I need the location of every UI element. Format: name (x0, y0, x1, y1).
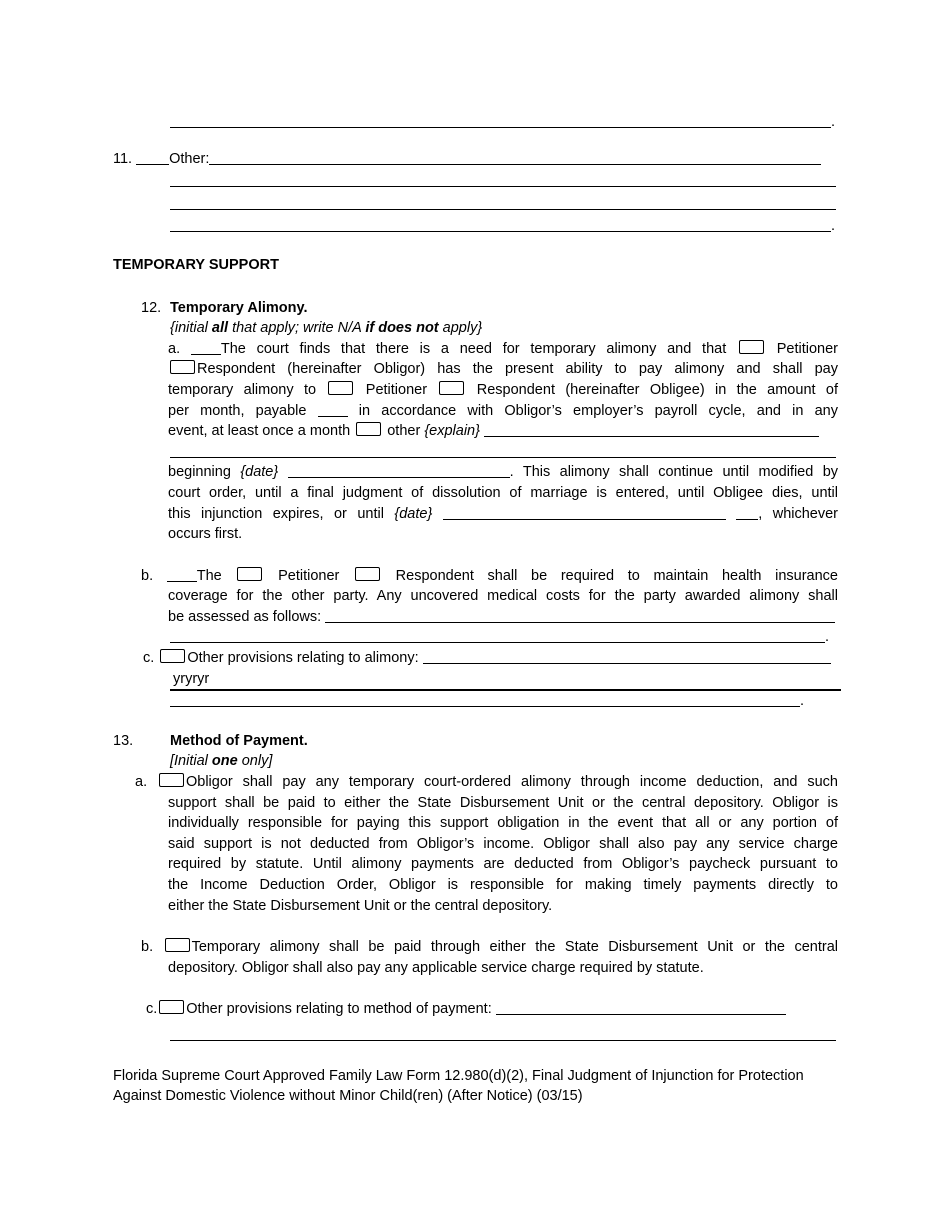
item-12c-text: Other provisions relating to alimony: (187, 650, 423, 667)
method-provisions-continuation-blank[interactable] (170, 1025, 836, 1041)
item-13c-row (146, 999, 838, 1020)
top-continuation-blank[interactable] (170, 112, 831, 128)
explain-label: {explain} (424, 423, 484, 440)
item-12a-text: Respondent (hereinafter Obligee) in the amount of (466, 381, 838, 398)
text-line (168, 483, 838, 504)
explain-blank[interactable] (484, 421, 819, 437)
item-12a-text: court order, until a final judgment of dissolution of marriage is entered, until Obligee dies, until (168, 484, 838, 501)
assessed-costs-blank[interactable] (325, 607, 835, 623)
item-12b-label: b. (141, 567, 167, 584)
text-line (168, 339, 838, 360)
item-13a-text: individually responsible for paying this support obligation in the event that all or any portion of (168, 815, 838, 832)
item-12a-text: this injunction expires, or until (168, 505, 395, 522)
text-line (168, 421, 838, 442)
item-12a-text: other (383, 423, 425, 440)
item-12a-text: per month, payable (168, 402, 318, 419)
item-12a-text: occurs first. (168, 526, 243, 543)
spacer (278, 464, 287, 480)
period: . (800, 693, 805, 710)
text-line (170, 627, 838, 648)
text-line (170, 194, 838, 215)
item-13c-label: c. (146, 1001, 158, 1018)
text-line (143, 648, 838, 669)
period: . (831, 114, 836, 130)
text-line (168, 834, 838, 855)
item-12a-text: The court finds that there is a need for temporary alimony and that (220, 340, 737, 357)
item-13-instruction-emphasis: one (211, 753, 238, 770)
text-line (168, 524, 838, 545)
respondent-checkbox[interactable] (355, 567, 380, 581)
method-other-provisions-blank[interactable] (496, 999, 786, 1015)
footer-line-1: Florida Supreme Court Approved Family Law Form 12.980(d)(2), Final Judgment of Injunction for Protection (113, 1067, 804, 1084)
text-line (141, 937, 838, 958)
item-12a-label: a. (168, 340, 191, 357)
text-line (170, 1025, 838, 1046)
text-line (168, 586, 838, 607)
item-12-title: Temporary Alimony. (170, 299, 308, 316)
alimony-other-provisions-entry[interactable]: yryryr (170, 669, 841, 692)
item-12b-text: The (196, 567, 236, 584)
text-line (168, 958, 838, 979)
item-12-instruction-emphasis: if does not (365, 320, 439, 337)
text-line (168, 401, 838, 422)
item-13a-paragraph (135, 772, 838, 916)
text-line (170, 442, 838, 463)
item-11-continuation-blank[interactable] (170, 171, 836, 187)
text-line (170, 691, 838, 712)
period: . (825, 629, 830, 646)
item-12c-label: c. (143, 650, 159, 667)
text-line (146, 999, 838, 1020)
text-line (168, 462, 838, 483)
date-label: {date} (240, 464, 279, 481)
date-label: {date} (394, 505, 433, 522)
text-line (168, 896, 838, 917)
alimony-provisions-end-line (170, 691, 838, 712)
item-12a-text: in accordance with Obligor’s employer’s payroll cycle, and in any (347, 402, 838, 419)
alimony-provisions-continuation-blank[interactable] (170, 691, 800, 707)
item-12-title-row (141, 298, 838, 319)
temporary-support-heading: TEMPORARY SUPPORT (113, 256, 279, 273)
text-line (141, 566, 838, 587)
beginning-date-blank[interactable] (288, 462, 510, 478)
item-13b-text: Temporary alimony shall be paid through either the State Disbursement Unit or the central (191, 939, 839, 956)
item-11-other-blank[interactable] (209, 149, 821, 165)
respondent-checkbox[interactable] (170, 360, 195, 374)
respondent-checkbox[interactable] (439, 381, 464, 395)
item-12b-text: Respondent shall be required to maintain health insurance (382, 567, 838, 584)
item-12a-beginning-paragraph (168, 462, 838, 544)
item-12a-text: Respondent (hereinafter Obligor) has the present ability to pay alimony and shall pay (197, 361, 838, 378)
item-13b-paragraph (141, 937, 839, 978)
short-blank[interactable] (736, 504, 758, 520)
text-line (168, 793, 838, 814)
text-line (135, 772, 838, 793)
item-11-initials-blank[interactable] (136, 149, 169, 165)
text-line (113, 149, 838, 170)
item-13-instruction: only] (237, 753, 273, 770)
item-13-instruction: [Initial (170, 753, 212, 770)
explain-continuation-line (170, 442, 838, 463)
item-12a-text: , whichever (758, 505, 838, 522)
item-12-instruction: that apply; write N/A (228, 320, 366, 337)
item-12a-text: beginning (168, 464, 241, 481)
item-12a-text: . This alimony shall continue until modified by (509, 464, 839, 481)
item-13b-label: b. (141, 939, 163, 956)
item-13-title: Method of Payment. (170, 732, 308, 749)
text-line (170, 216, 838, 237)
item-12b-text: coverage for the other party. Any uncovered medical costs for the party awarded alimony shall (168, 588, 838, 605)
item-12a-text: temporary alimony to (168, 381, 327, 398)
item-11-continuation-blank[interactable] (170, 216, 831, 232)
text-line (170, 171, 838, 192)
assessed-continuation-blank[interactable] (170, 627, 825, 643)
income-deduction-checkbox[interactable] (159, 773, 184, 787)
item-13b-text: depository. Obligor shall also pay any applicable service charge required by statute. (168, 959, 704, 976)
item-13a-text: Obligor shall pay any temporary court-ordered alimony through income deduction, and such (185, 774, 838, 791)
item-12a-text: event, at least once a month (168, 423, 355, 440)
item-13a-text: either the State Disbursement Unit or the central depository. (168, 897, 553, 914)
text-line (168, 380, 838, 401)
item-12-instruction: apply} (438, 320, 483, 337)
petitioner-label: Petitioner (355, 381, 438, 398)
explain-continuation-blank[interactable] (170, 442, 836, 458)
item-13a-text: support shall be paid to either the State Disbursement Unit or the central depository. Obligor is (168, 794, 838, 811)
alimony-other-provisions-checkbox[interactable] (160, 649, 185, 663)
item-11 (113, 149, 838, 170)
item-11-continuation-blank[interactable] (170, 194, 836, 210)
text-line (168, 359, 838, 380)
text-line (168, 875, 838, 896)
item-11-label: Other: (169, 150, 210, 167)
text-line (168, 607, 838, 628)
text-line (168, 813, 838, 834)
item-12-instruction-emphasis: all (211, 320, 229, 337)
item-12-instruction: {initial (170, 320, 212, 337)
alimony-other-provisions-blank[interactable] (423, 648, 831, 664)
disbursement-unit-checkbox[interactable] (165, 938, 190, 952)
item-12b-initials-blank[interactable] (167, 566, 197, 582)
petitioner-label: Petitioner (264, 567, 354, 584)
other-frequency-checkbox[interactable] (356, 422, 381, 436)
item-11-fill-lines (170, 171, 838, 237)
end-date-blank[interactable] (443, 504, 726, 520)
item-12b-text: be assessed as follows: (168, 608, 326, 625)
item-13a-label: a. (135, 774, 157, 791)
petitioner-checkbox[interactable] (328, 381, 353, 395)
item-12b-paragraph (141, 566, 838, 628)
item-11-number: 11. (113, 150, 137, 167)
text-line (168, 504, 838, 525)
item-12-instruction (170, 318, 838, 339)
method-other-provisions-checkbox[interactable] (159, 1000, 184, 1014)
item-13a-text: the Income Deduction Order, Obligor is responsible for making timely payments directly to (168, 877, 838, 893)
petitioner-checkbox[interactable] (237, 567, 262, 581)
assessed-continuation-line (170, 627, 838, 648)
petitioner-checkbox[interactable] (739, 340, 764, 354)
spacer (432, 506, 442, 522)
item-12a-initials-blank[interactable] (191, 339, 221, 355)
footer-line-2: Against Domestic Violence without Minor Child(ren) (After Notice) (03/15) (113, 1088, 583, 1105)
item-12c-row (143, 648, 838, 669)
page-footer (113, 1066, 838, 1107)
item-13-number: 13. (113, 732, 134, 749)
item-13a-text: said support is not deducted from Obligor’s income. Obligor shall also pay any service charge (168, 835, 838, 852)
text-line (168, 854, 838, 875)
item-13a-text: required by statute. Until alimony payments are deducted from Obligor’s paycheck pursuant to (168, 856, 838, 873)
item-13-instruction (170, 751, 838, 772)
period: . (831, 218, 836, 235)
spacer (726, 506, 736, 522)
top-continuation-line (170, 112, 838, 133)
petitioner-label: Petitioner (765, 340, 838, 357)
item-12a-paragraph (168, 339, 838, 442)
payment-frequency-blank[interactable] (318, 401, 348, 417)
method-provisions-continuation-line (170, 1025, 838, 1046)
item-12-number: 12. (141, 299, 162, 316)
item-13c-text: Other provisions relating to method of payment: (186, 1001, 496, 1018)
item-13-title-row (113, 731, 838, 752)
